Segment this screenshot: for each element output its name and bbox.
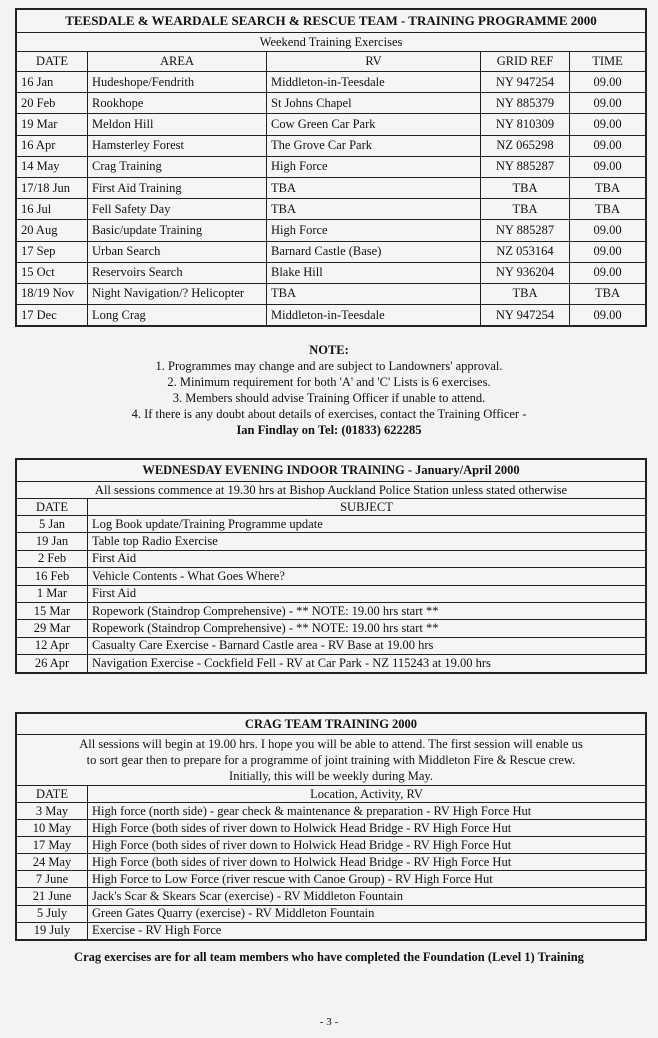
table-cell: Table top Radio Exercise <box>88 533 647 550</box>
page-number: - 3 - <box>319 1016 339 1028</box>
table-row <box>16 114 646 135</box>
table-cell: Vehicle Contents - What Goes Where? <box>88 568 647 585</box>
table-cell: Ropework (Staindrop Comprehensive) - ** NOTE: 19.00 hrs start ** <box>88 620 647 637</box>
table-row <box>16 262 646 283</box>
table-cell: 21 June <box>16 888 88 905</box>
table-cell: NY 810309 <box>481 114 570 135</box>
table-cell: Middleton-in-Teesdale <box>267 72 481 93</box>
table-row <box>16 922 646 940</box>
table-cell: NZ 065298 <box>481 135 570 156</box>
table-row <box>16 516 646 533</box>
table-row <box>16 803 646 820</box>
table-cell: 1 Mar <box>16 585 88 602</box>
table-cell: 15 Oct <box>16 262 88 283</box>
table-cell: TBA <box>481 199 570 220</box>
table-cell: Ropework (Staindrop Comprehensive) - ** NOTE: 19.00 hrs start ** <box>88 602 647 619</box>
table-row <box>16 888 646 905</box>
table-cell: 5 July <box>16 905 88 922</box>
table-cell: TBA <box>267 199 481 220</box>
table-cell: 10 May <box>16 820 88 837</box>
table-cell: Fell Safety Day <box>88 199 267 220</box>
table-cell: TBA <box>267 283 481 304</box>
table-cell: 17/18 Jun <box>16 177 88 198</box>
crag-title: CRAG TEAM TRAINING 2000 <box>16 713 646 735</box>
table-cell: 09.00 <box>570 72 647 93</box>
table-cell: First Aid Training <box>88 177 267 198</box>
crag-intro <box>16 735 646 786</box>
table-cell: 16 Jul <box>16 199 88 220</box>
table-cell: 09.00 <box>570 220 647 241</box>
table-cell: 17 Sep <box>16 241 88 262</box>
crag-footer-note: Crag exercises are for all team members who have completed the Foundation (Level 1) Training <box>74 950 584 964</box>
table-row <box>16 135 646 156</box>
table-cell: Jack's Scar & Skears Scar (exercise) - RV Middleton Fountain <box>88 888 647 905</box>
header-date: DATE <box>16 786 88 803</box>
table-cell: 09.00 <box>570 114 647 135</box>
table-row <box>16 533 646 550</box>
table-cell: 15 Mar <box>16 602 88 619</box>
table-cell: 16 Apr <box>16 135 88 156</box>
indoor-training-table <box>15 458 647 674</box>
header-area: AREA <box>88 52 267 72</box>
crag-intro-line: All sessions will begin at 19.00 hrs. I hope you will be able to attend. The first session will enable us <box>79 737 583 751</box>
note-line: 4. If there is any doubt about details of exercises, contact the Training Officer - <box>131 407 527 421</box>
table-cell: High force (north side) - gear check & maintenance & preparation - RV High Force Hut <box>88 803 647 820</box>
table-cell: Log Book update/Training Programme update <box>88 516 647 533</box>
table-cell: 09.00 <box>570 135 647 156</box>
table-cell: Reservoirs Search <box>88 262 267 283</box>
table-cell: Rookhope <box>88 93 267 114</box>
table-cell: 29 Mar <box>16 620 88 637</box>
header-time: TIME <box>570 52 647 72</box>
table-row <box>16 585 646 602</box>
table-row <box>16 905 646 922</box>
table-cell: 3 May <box>16 803 88 820</box>
table-cell: Navigation Exercise - Cockfield Fell - RV at Car Park - NZ 115243 at 19.00 hrs <box>88 655 647 673</box>
table-cell: Hamsterley Forest <box>88 135 267 156</box>
table-row <box>16 241 646 262</box>
table-cell: St Johns Chapel <box>267 93 481 114</box>
table-cell: Blake Hill <box>267 262 481 283</box>
note-line: 3. Members should advise Training Officer if unable to attend. <box>172 391 486 405</box>
table-cell: TBA <box>267 177 481 198</box>
table-cell: Middleton-in-Teesdale <box>267 305 481 327</box>
table-cell: First Aid <box>88 550 647 567</box>
table-cell: TBA <box>481 283 570 304</box>
table-row <box>16 283 646 304</box>
table-cell: 2 Feb <box>16 550 88 567</box>
table-cell: High Force <box>267 156 481 177</box>
table-cell: Barnard Castle (Base) <box>267 241 481 262</box>
table-row <box>16 837 646 854</box>
table-row <box>16 305 646 327</box>
note-line: 2. Minimum requirement for both 'A' and 'C' Lists is 6 exercises. <box>167 375 491 389</box>
table-row <box>16 637 646 654</box>
table-cell: NY 885287 <box>481 156 570 177</box>
table-header-row <box>16 52 646 72</box>
table-cell: 19 July <box>16 922 88 940</box>
table-cell: Exercise - RV High Force <box>88 922 647 940</box>
table-header-row <box>16 786 646 803</box>
note-contact: Ian Findlay on Tel: (01833) 622285 <box>236 423 422 437</box>
table-cell: NY 885287 <box>481 220 570 241</box>
table-cell: 09.00 <box>570 305 647 327</box>
table-row <box>16 550 646 567</box>
header-subject: SUBJECT <box>88 499 647 516</box>
programme-title: TEESDALE & WEARDALE SEARCH & RESCUE TEAM - TRAINING PROGRAMME 2000 <box>16 9 646 33</box>
table-cell: Green Gates Quarry (exercise) - RV Middleton Fountain <box>88 905 647 922</box>
table-cell: 19 Mar <box>16 114 88 135</box>
table-cell: Basic/update Training <box>88 220 267 241</box>
table-cell: Cow Green Car Park <box>267 114 481 135</box>
table-cell: Hudeshope/Fendrith <box>88 72 267 93</box>
note-line: 1. Programmes may change and are subject to Landowners' approval. <box>155 359 503 373</box>
indoor-subtitle: All sessions commence at 19.30 hrs at Bishop Auckland Police Station unless stated otherwise <box>16 482 646 499</box>
table-cell: 12 Apr <box>16 637 88 654</box>
table-row <box>16 568 646 585</box>
table-row <box>16 177 646 198</box>
table-cell: 19 Jan <box>16 533 88 550</box>
indoor-title: WEDNESDAY EVENING INDOOR TRAINING - January/April 2000 <box>16 459 646 482</box>
table-cell: 5 Jan <box>16 516 88 533</box>
table-cell: 20 Aug <box>16 220 88 241</box>
header-date: DATE <box>16 52 88 72</box>
table-cell: 7 June <box>16 871 88 888</box>
note-heading: NOTE: <box>309 343 349 357</box>
table-row <box>16 602 646 619</box>
table-cell: High Force (both sides of river down to Holwick Head Bridge - RV High Force Hut <box>88 820 647 837</box>
table-cell: High Force <box>267 220 481 241</box>
table-cell: TBA <box>570 199 647 220</box>
table-cell: 17 May <box>16 837 88 854</box>
table-cell: High Force (both sides of river down to Holwick Head Bridge - RV High Force Hut <box>88 854 647 871</box>
table-cell: TBA <box>481 177 570 198</box>
table-row <box>16 199 646 220</box>
table-cell: 09.00 <box>570 241 647 262</box>
table-row <box>16 820 646 837</box>
table-cell: 09.00 <box>570 156 647 177</box>
table-cell: Urban Search <box>88 241 267 262</box>
header-grid-ref: GRID REF <box>481 52 570 72</box>
table-cell: 26 Apr <box>16 655 88 673</box>
note-block <box>0 342 658 438</box>
table-cell: TBA <box>570 177 647 198</box>
table-cell: 09.00 <box>570 93 647 114</box>
table-row <box>16 220 646 241</box>
crag-intro-line: to sort gear then to prepare for a programme of joint training with Middleton Fire & Rescue crew. <box>86 753 576 767</box>
table-cell: NY 885379 <box>481 93 570 114</box>
table-row <box>16 655 646 673</box>
weekend-training-table <box>15 8 647 327</box>
table-cell: 16 Feb <box>16 568 88 585</box>
table-cell: 09.00 <box>570 262 647 283</box>
table-row <box>16 854 646 871</box>
table-row <box>16 156 646 177</box>
programme-subtitle: Weekend Training Exercises <box>16 33 646 52</box>
table-header-row <box>16 499 646 516</box>
crag-training-table <box>15 712 647 941</box>
table-cell: 24 May <box>16 854 88 871</box>
crag-intro-line: Initially, this will be weekly during May. <box>229 769 433 783</box>
table-cell: 17 Dec <box>16 305 88 327</box>
table-cell: High Force to Low Force (river rescue with Canoe Group) - RV High Force Hut <box>88 871 647 888</box>
table-row <box>16 72 646 93</box>
table-cell: NZ 053164 <box>481 241 570 262</box>
table-cell: NY 936204 <box>481 262 570 283</box>
table-row <box>16 93 646 114</box>
table-cell: First Aid <box>88 585 647 602</box>
header-location: Location, Activity, RV <box>88 786 647 803</box>
table-cell: The Grove Car Park <box>267 135 481 156</box>
table-cell: NY 947254 <box>481 72 570 93</box>
header-date: DATE <box>16 499 88 516</box>
table-row <box>16 871 646 888</box>
table-cell: 20 Feb <box>16 93 88 114</box>
table-cell: Crag Training <box>88 156 267 177</box>
header-rv: RV <box>267 52 481 72</box>
table-cell: High Force (both sides of river down to Holwick Head Bridge - RV High Force Hut <box>88 837 647 854</box>
table-cell: Night Navigation/? Helicopter <box>88 283 267 304</box>
table-cell: 14 May <box>16 156 88 177</box>
table-cell: 16 Jan <box>16 72 88 93</box>
table-cell: TBA <box>570 283 647 304</box>
table-row <box>16 620 646 637</box>
table-cell: NY 947254 <box>481 305 570 327</box>
table-cell: Meldon Hill <box>88 114 267 135</box>
table-cell: 18/19 Nov <box>16 283 88 304</box>
table-cell: Long Crag <box>88 305 267 327</box>
table-cell: Casualty Care Exercise - Barnard Castle area - RV Base at 19.00 hrs <box>88 637 647 654</box>
